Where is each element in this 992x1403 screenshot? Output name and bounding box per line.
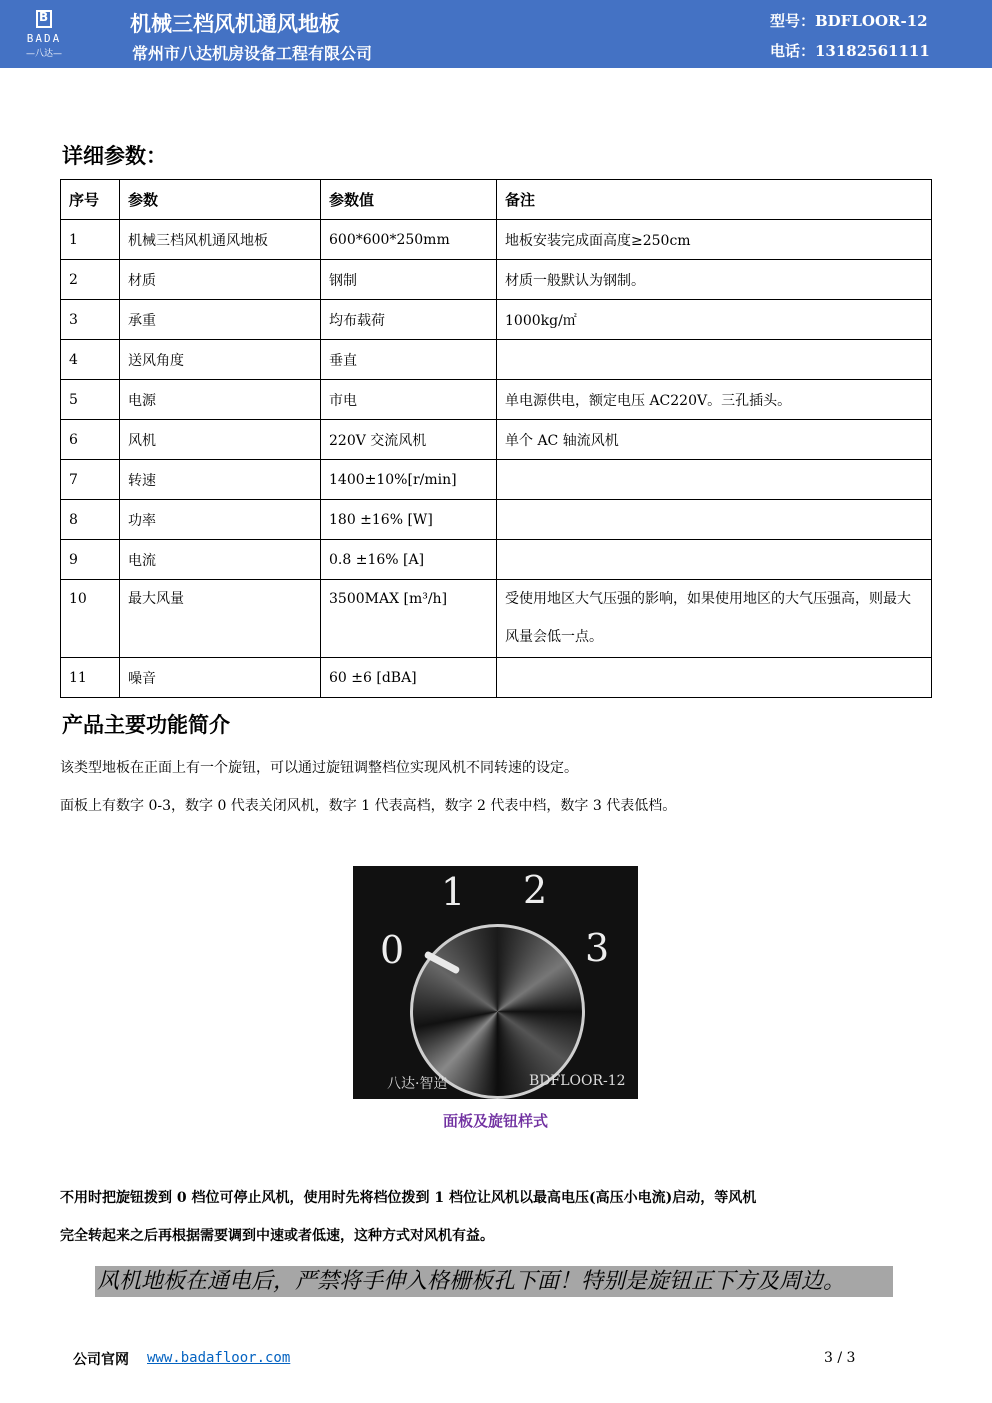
table-header-row — [61, 180, 932, 220]
cell-index: 7 — [61, 460, 120, 500]
col-header-param: 参数 — [120, 180, 321, 220]
params-table — [60, 179, 932, 698]
cell-value: 垂直 — [321, 340, 497, 380]
website-link[interactable]: www.badafloor.com — [147, 1350, 291, 1366]
table-row — [61, 580, 932, 658]
cell-index: 8 — [61, 500, 120, 540]
cell-remark: 受使用地区大气压强的影响，如果使用地区的大气压强高，则最大风量会低一点。 — [497, 580, 932, 658]
table-row — [61, 500, 932, 540]
model-number: 型号：BDFLOOR-12 — [770, 12, 928, 30]
dial-number-1: 1 — [441, 870, 466, 914]
cell-value: 180 ±16% [W] — [321, 500, 497, 540]
cell-index: 5 — [61, 380, 120, 420]
cell-remark: 地板安装完成面高度≥250cm — [497, 220, 932, 260]
table-row — [61, 220, 932, 260]
cell-value: 60 ±6 [dBA] — [321, 658, 497, 698]
cell-remark — [497, 540, 932, 580]
cell-index: 2 — [61, 260, 120, 300]
cell-index: 11 — [61, 658, 120, 698]
feature-paragraph: 面板上有数字 0-3，数字 0 代表关闭风机，数字 1 代表高档，数字 2 代表中档，数字 3 代表低档。 — [60, 798, 677, 814]
cell-remark — [497, 658, 932, 698]
cell-value: 1400±10%[r/min] — [321, 460, 497, 500]
cell-value: 600*600*250mm — [321, 220, 497, 260]
cell-index: 4 — [61, 340, 120, 380]
logo-sub: —八达— — [25, 49, 62, 59]
table-row — [61, 380, 932, 420]
cell-remark: 单电源供电，额定电压 AC220V。三孔插头。 — [497, 380, 932, 420]
cell-param: 送风角度 — [120, 340, 321, 380]
cell-value: 钢制 — [321, 260, 497, 300]
dial-number-2: 2 — [523, 868, 548, 912]
logo-mark-icon: B — [36, 10, 52, 28]
cell-value: 0.8 ±16% [A] — [321, 540, 497, 580]
document-title: 机械三档风机通风地板 — [130, 11, 340, 36]
cell-index: 6 — [61, 420, 120, 460]
page-number: 3 / 3 — [824, 1350, 856, 1366]
panel-brand-text: 八达·智造 — [387, 1076, 448, 1092]
cell-param: 电流 — [120, 540, 321, 580]
table-row — [61, 300, 932, 340]
col-header-value: 参数值 — [321, 180, 497, 220]
bada-logo — [14, 8, 74, 60]
table-row — [61, 460, 932, 500]
phone-number: 电话：13182561111 — [770, 42, 930, 60]
cell-param: 转速 — [120, 460, 321, 500]
table-row — [61, 260, 932, 300]
cell-param: 承重 — [120, 300, 321, 340]
company-name: 常州市八达机房设备工程有限公司 — [132, 44, 373, 63]
cell-remark: 材质一般默认为钢制。 — [497, 260, 932, 300]
cell-remark: 单个 AC 轴流风机 — [497, 420, 932, 460]
cell-value: 市电 — [321, 380, 497, 420]
table-row — [61, 420, 932, 460]
cell-remark — [497, 340, 932, 380]
col-header-remark: 备注 — [497, 180, 932, 220]
cell-index: 10 — [61, 580, 120, 658]
footer-website-label: 公司官网 — [73, 1352, 129, 1368]
cell-param: 风机 — [120, 420, 321, 460]
cell-value: 均布载荷 — [321, 300, 497, 340]
cell-value: 3500MAX [m³/h] — [321, 580, 497, 658]
panel-model-text: BDFLOOR-12 — [529, 1073, 626, 1089]
col-header-index: 序号 — [61, 180, 120, 220]
cell-index: 9 — [61, 540, 120, 580]
table-row — [61, 658, 932, 698]
dial-number-3: 3 — [585, 926, 610, 970]
cell-index: 3 — [61, 300, 120, 340]
usage-note-line: 完全转起来之后再根据需要调到中速或者低速，这种方式对风机有益。 — [60, 1228, 494, 1244]
cell-param: 噪音 — [120, 658, 321, 698]
cell-param: 机械三档风机通风地板 — [120, 220, 321, 260]
cell-index: 1 — [61, 220, 120, 260]
dial-number-0: 0 — [380, 928, 405, 972]
cell-remark: 1000kg/㎡ — [497, 300, 932, 340]
page-header — [0, 0, 992, 68]
figure-caption: 面板及旋钮样式 — [442, 1112, 548, 1130]
knob-panel-photo — [353, 866, 638, 1099]
cell-param: 材质 — [120, 260, 321, 300]
cell-remark — [497, 460, 932, 500]
section-title-params: 详细参数： — [62, 143, 167, 168]
cell-param: 最大风量 — [120, 580, 321, 658]
usage-note-line: 不用时把旋钮拨到 0 档位可停止风机，使用时先将档位拨到 1 档位让风机以最高电压(高压小电流)启动，等风机 — [60, 1190, 757, 1206]
table-row — [61, 540, 932, 580]
cell-value: 220V 交流风机 — [321, 420, 497, 460]
logo-brand: BADA — [26, 32, 62, 45]
safety-warning: 风机地板在通电后，严禁将手伸入格栅板孔下面！特别是旋钮正下方及周边。 — [95, 1266, 893, 1297]
cell-param: 功率 — [120, 500, 321, 540]
feature-paragraph: 该类型地板在正面上有一个旋钮，可以通过旋钮调整档位实现风机不同转速的设定。 — [60, 760, 578, 776]
cell-param: 电源 — [120, 380, 321, 420]
section-title-features: 产品主要功能简介 — [62, 712, 230, 737]
table-row — [61, 340, 932, 380]
cell-remark — [497, 500, 932, 540]
